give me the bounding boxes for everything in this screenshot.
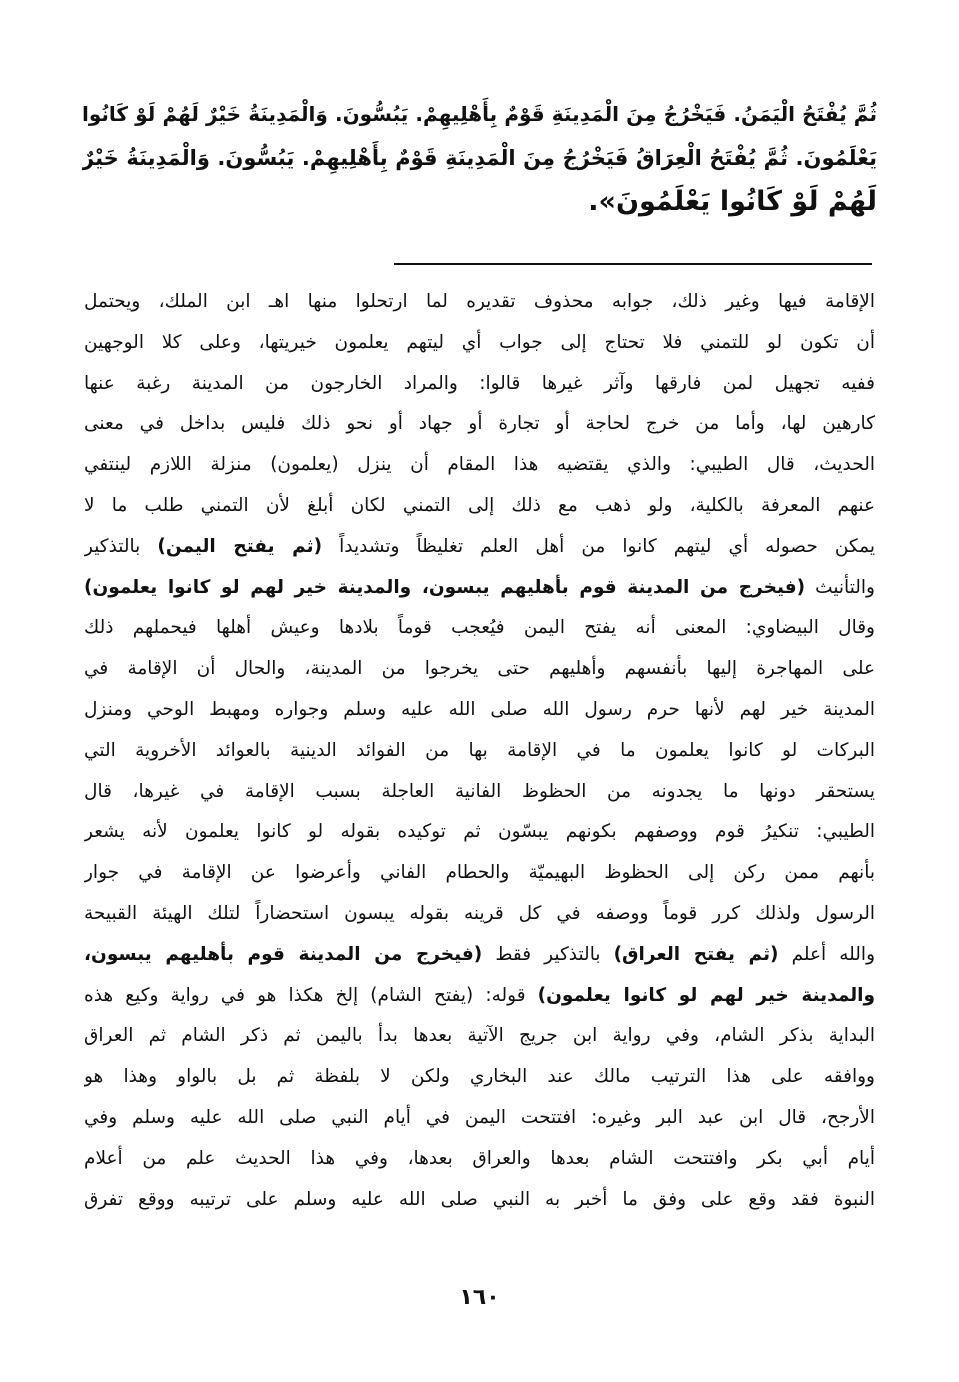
commentary-run: الإقامة فيها وغير ذلك، جوابه محذوف تقديره لما ارتحلوا منها اهـ ابن الملك، ويحتمل: [84, 291, 875, 312]
commentary-line: [84, 853, 875, 894]
commentary-run: بأنهم ممن ركن إلى الحظوظ البهيميّة والحطام الفاني وأعرضوا عن الإقامة في جوار: [84, 862, 875, 884]
commentary-line: [84, 812, 875, 853]
commentary-run: الحديث، قال الطيبي: والذي يقتضيه هذا المقام أن ينزل (يعلمون) منزلة اللازم لينتفي: [84, 454, 875, 476]
commentary-line: [84, 364, 875, 405]
hadith-line: يَعْلَمُونَ. ثُمَّ يُفْتَحُ الْعِرَاقُ فَيَخْرُجُ مِنَ الْمَدِينَةِ قَوْمٌ بِأَهْلِيهِمْ. يَبُسُّونَ. وَالْمَدِينَةُ خَيْرٌ: [82, 146, 877, 170]
commentary-line: [84, 772, 875, 813]
commentary-run: بالتذكير: [84, 535, 158, 557]
commentary-line: [84, 649, 875, 690]
commentary-run: والله أعلم: [778, 943, 875, 965]
commentary-run: يمكن حصوله أي ليتهم كانوا من أهل العلم تغليظاً وتشديداً: [322, 535, 875, 557]
commentary-run: الرسول ولذلك كرر قوماً ووصفه في كل قرينه بقوله يبسون استحضاراً لتلك الهيئة القبيحة: [84, 902, 875, 924]
commentary-text: [84, 282, 875, 1220]
commentary-run: قوله: (يفتح الشام) إلخ هكذا هو في رواية وكيع هذه: [84, 984, 538, 1006]
hadith-text: [82, 92, 877, 224]
quoted-hadith-text: والمدينة خير لهم لو كانوا يعلمون): [537, 984, 875, 1006]
commentary-run: البركات لو كانوا يعلمون ما في الإقامة بها من الفوائد الدينية بالعوائد الأخروية التي: [84, 739, 875, 761]
commentary-run: ووافقه على هذا الترتيب مالك عند البخاري ولكن لا بلفظة ثم بل بالواو وهذا هو: [84, 1066, 875, 1088]
hadith-line: لَهُمْ لَوْ كَانُوا يَعْلَمُونَ».: [588, 186, 877, 217]
commentary-line: [84, 1139, 875, 1180]
commentary-line: [84, 894, 875, 935]
commentary-run: الأرجح، قال ابن عبد البر وغيره: افتتحت اليمن في أيام النبي صلى الله عليه وسلم وفي: [84, 1106, 875, 1128]
commentary-run: عنهم المعرفة بالكلية، ولو ذهب مع ذلك إلى التمني لكان أبلغ لأن التمني طلب ما لا: [84, 494, 875, 516]
commentary-run: بالتذكير فقط: [482, 943, 614, 965]
commentary-line: [84, 608, 875, 649]
commentary-run: الطيبي: تنكيرُ قوم ووصفهم بكونهم يبسّون ثم توكيده بقوله لو كانوا يعلمون لأنه يشعر: [84, 821, 875, 843]
commentary-run: البداية بذكر الشام، وفي رواية ابن جريج الآتية بعدها بدأ باليمن ثم ذكر الشام ثم العراق: [84, 1025, 875, 1047]
quoted-hadith-text: (ثم يفتح اليمن): [157, 535, 323, 557]
commentary-line: [84, 935, 875, 976]
commentary-run: ففيه تجهيل لمن فارقها وآثر غيرها قالوا: والمراد الخارجون من المدينة رغبة عنها: [84, 372, 875, 394]
commentary-run: على المهاجرة إليها بأنفسهم وأهليهم حتى يخرجوا من المدينة، والحال أن الإقامة في: [84, 658, 875, 680]
quoted-hadith-text: (فيخرج من المدينة قوم بأهليهم يبسون، والمدينة خير لهم لو كانوا يعلمون): [84, 576, 806, 598]
commentary-run: المدينة خير لهم لأنها حرم رسول الله صلى الله عليه وسلم وجواره ومهبط الوحي ومنزل: [84, 698, 875, 720]
commentary-run: أيام أبي بكر وافتتحت الشام بعدها والعراق بعدها، وفي هذا الحديث علم من أعلام: [84, 1147, 875, 1169]
commentary-run: والتأنيث: [805, 576, 875, 598]
quoted-hadith-text: (فيخرج من المدينة قوم بأهليهم يبسون،: [84, 943, 483, 965]
commentary-run: النبوة فقد وقع على وفق ما أخبر به النبي صلى الله عليه وسلم على ترتيبه ووقع تفرق: [84, 1188, 875, 1210]
commentary-line: [84, 527, 875, 568]
hadith-line: ثُمَّ يُفْتَحُ الْيَمَنُ. فَيَخْرُجُ مِنَ الْمَدِينَةِ قَوْمٌ بِأَهْلِيهِمْ. يَبُسُّونَ. وَالْمَدِينَةُ خَيْرٌ لَهُمْ لَوْ كَانُوا: [82, 102, 877, 126]
commentary-run: يستحقر دونها ما يجدونه من الحظوظ الفانية العاجلة بسبب الإقامة في غيرها، قال: [84, 780, 875, 802]
commentary-line: [84, 1016, 875, 1057]
commentary-line: [84, 486, 875, 527]
commentary-line: [84, 1180, 875, 1221]
quoted-hadith-text: (ثم يفتح العراق): [613, 943, 779, 965]
commentary-line: [84, 568, 875, 609]
commentary-run: كارهين لها، وأما من خرج لحاجة أو تجارة أو جهاد أو نحو ذلك فليس بداخل في معنى: [84, 413, 875, 435]
commentary-line: [84, 1057, 875, 1098]
footnote-separator: [394, 263, 872, 265]
commentary-line: [84, 404, 875, 445]
commentary-line: [84, 323, 875, 364]
commentary-run: وقال البيضاوي: المعنى أنه يفتح اليمن فيُعجب قوماً بلادها وعيش أهلها فيحملهم ذلك: [84, 617, 875, 639]
commentary-run: أن تكون لو للتمني فلا تحتاج إلى جواب أي ليتهم يعلمون خيريتها، وعلى كلا الوجهين: [84, 331, 875, 353]
commentary-line: [84, 1098, 875, 1139]
commentary-line: [84, 976, 875, 1017]
commentary-line: [84, 445, 875, 486]
commentary-line: [84, 690, 875, 731]
commentary-line: [84, 731, 875, 772]
page-number: ١٦٠: [459, 1285, 500, 1310]
commentary-line: [84, 282, 875, 323]
